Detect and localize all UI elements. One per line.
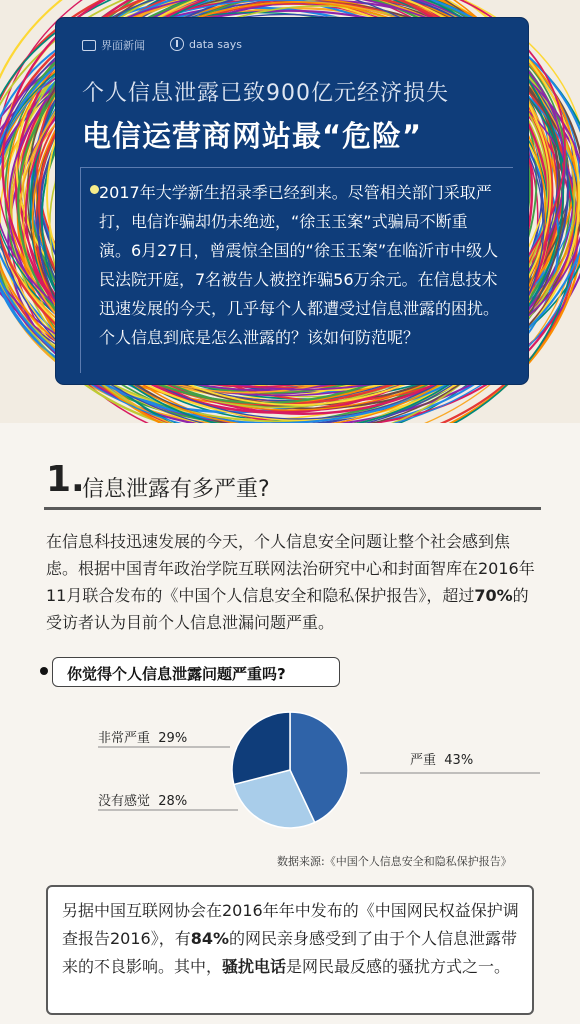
paragraph-1	[46, 528, 541, 636]
para1-highlight: 70%	[474, 586, 513, 605]
subtitle: 个人信息泄露已致900亿元经济损失	[82, 81, 449, 106]
para2-text: 另据中国互联网协会在2016年年中发布的《中国网民权益保护调查报告2016》，有	[62, 901, 519, 948]
slice-label: 非常严重	[98, 731, 151, 746]
paragraph-2	[62, 897, 522, 981]
data-source: 数据来源:《中国个人信息安全和隐私保护报告》	[277, 855, 512, 868]
section-number: 1.	[46, 459, 85, 500]
slice-label: 严重	[410, 753, 437, 768]
header-banner	[0, 0, 580, 423]
slice-label: 没有感觉	[98, 794, 151, 809]
question-bullet-icon	[40, 667, 48, 675]
question-text: 你觉得个人信息泄露问题严重吗?	[67, 665, 286, 683]
label-very-serious	[98, 727, 187, 746]
slice-value: 28%	[158, 794, 188, 809]
para2-text-end: 是网民最反感的骚扰方式之一。	[286, 957, 511, 976]
para2-highlight-percent: 84%	[190, 929, 230, 948]
label-no-feeling	[98, 790, 187, 809]
data-says-icon	[170, 37, 184, 51]
para2-highlight-term: 骚扰电话	[222, 957, 287, 976]
logo-icon	[82, 40, 96, 51]
pie-chart	[0, 700, 580, 850]
slice-value: 43%	[444, 753, 474, 768]
bullet-dot-icon	[90, 185, 99, 194]
label-serious	[410, 749, 473, 768]
brand-name: 界面新闻	[101, 39, 145, 52]
page-title: 电信运营商网站最“危险”	[82, 119, 423, 153]
info-box	[46, 885, 534, 1015]
para1-text: 在信息科技迅速发展的今天，个人信息安全问题让整个社会感到焦虑。根据中国青年政治学院互联网法治研究中心和封面智库在2016年11月联合发布的《中国个人信息安全和隐私保护报告》，超过	[46, 532, 535, 605]
data-says-label: data says	[189, 37, 242, 51]
question-box	[52, 657, 340, 687]
brand-logo	[82, 37, 145, 53]
data-says-logo	[170, 37, 242, 51]
section-title: 信息泄露有多严重?	[82, 477, 270, 502]
para2-text-mid: 的网民亲身感受到了由于个人信息泄露带来的不良影响。其中，	[62, 929, 518, 976]
section-divider	[44, 507, 541, 510]
slice-value: 29%	[158, 731, 188, 746]
para1-text-end: 的受访者认为目前个人信息泄漏问题严重。	[46, 586, 529, 632]
intro-box	[80, 167, 513, 373]
intro-text: 2017年大学新生招录季已经到来。尽管相关部门采取严打，电信诈骗却仍未绝迹，“徐玉玉案”式骗局不断重演。6月27日，曾震惊全国的“徐玉玉案”在临沂市中级人民法院开庭，7名被告人被控诈骗56万余元。在信息技术迅速发展的今天，几乎每个人都遭受过信息泄露的困扰。个人信息到底是怎么泄露的？该如何防范呢？	[99, 183, 500, 347]
title-card	[56, 18, 528, 384]
